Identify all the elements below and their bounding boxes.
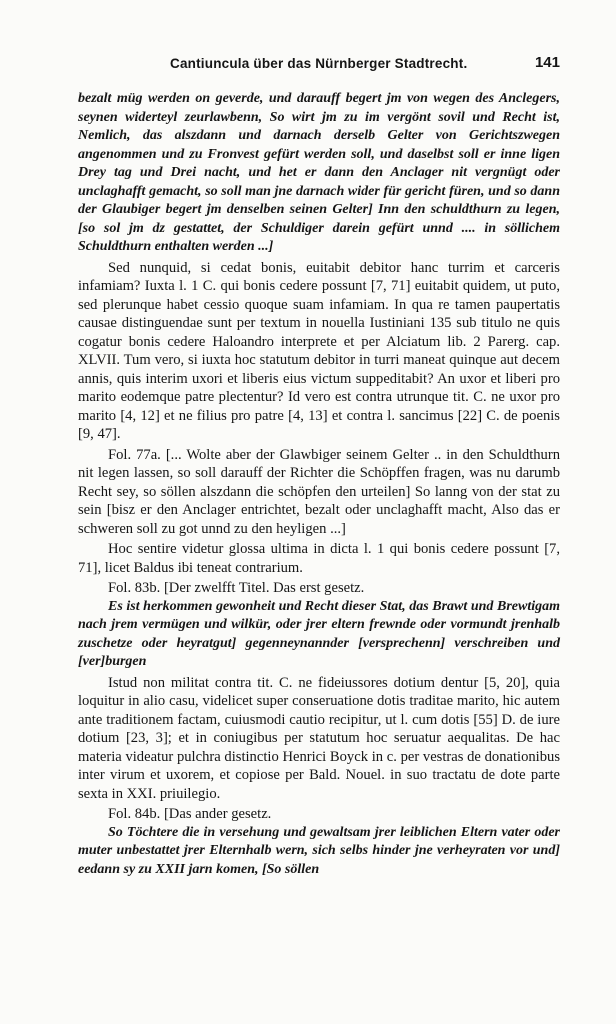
german-quote: So Töchtere die in versehung und gewaltsam jrer leiblichen Eltern vater oder muter unbestattet jrer Elternhalb wern, sich selbs hinder jne verheyraten vor und] eedann sy zu XXII jarn komen, [So söllen xyxy=(78,824,560,877)
german-quote: bezalt müg werden on geverde, und darauff begert jm von wegen des Anclegers, seynen widerteyl zeurlawbenn, So wirt jm zu im vergönt sovil und Recht ist, Nemlich, das alszdann und darnach derselb Gelter von Gerichtszwegen angenommen und zu Fronvest gefürt werden soll, und daselbst soll er inne ligen Drey tag und Drei nacht, und het er dann den Anclager nit vergnügt oder unclaghafft gemacht, so soll man jne darnach wider für gericht füren, und so dann der Glaubiger begert jm denselben seinen Gelter] Inn den schuldthurn zu legen, [so sol jm dz gestattet, der Schuldiger darein gefürt unnd .... in söllichem Schuldthurn enthalten werden ...] xyxy=(78,91,560,254)
folio-citation: Fol. 77a. [... Wolte aber der Glawbiger seinem Gelter .. in den Schuldthurn nit legen lassen, so soll darauff der Richter die Schöpffen fragen, was nu darumb Recht sey, so söllen alszdann die schöpfen den urteilen] So lanng von der stat zu sein [bisz er den Anclager entrichtet, bezalt oder unclaghafft macht, Also das er schweren soll zu got unnd zu den heyligen ...] xyxy=(78,446,560,537)
body-text xyxy=(78,90,560,879)
folio-citation: Fol. 83b. [Der zwelfft Titel. Das erst gesetz. xyxy=(108,580,365,596)
latin-paragraph: Istud non militat contra tit. C. ne fideiussores dotium dentur [5, 20], quia loquitur in alio casu, videlicet super conseruatione dotis traditae marito, hic autem ante traditionem factam, cuiusmodi cautio recipitur, ut l. cum dotis [55] D. de iure dotium [23, 3]; et in coniugibus per statutum hoc seruatur aequalitas. De hac materia videatur pulchra distinctio Henrici Boyck in c. per vestras de donationibus inter virum et uxorem, et copiose per Bald. Nouel. in suo tractatu de dote parte sexta in XXI. priuilegio. xyxy=(78,674,560,802)
latin-paragraph: Hoc sentire videtur glossa ultima in dicta l. 1 qui bonis cedere possunt [7, 71], licet Baldus ibi teneat contrarium. xyxy=(78,541,560,576)
german-quote: Es ist herkommen gewonheit und Recht dieser Stat, das Brawt und Brewtigam nach jrem vermügen und wilkür, oder jrer eltern frewnde oder vormundt jrenhalb zuschetze oder heyratgut] gegenneynannder [versprechenn] verschreiben und [ver]burgen xyxy=(78,598,560,669)
running-title: Cantiuncula über das Nürnberger Stadtrecht. xyxy=(170,56,468,71)
folio-citation: Fol. 84b. [Das ander gesetz. xyxy=(108,806,272,822)
page-header xyxy=(78,56,560,80)
latin-paragraph: Sed nunquid, si cedat bonis, euitabit debitor hanc turrim et carceris infamiam? Iuxta l. 1 C. qui bonis cedere possunt [7, 71] euitabit quidem, ut puto, sed plerunque habet cessio quoque suam infamiam. In qua re tamen paupertatis causae distinguendae sunt per textum in nouella Iustiniani 135 sub titulo ne quis cogatur bonis cedere Haloandro interprete et per Alciatum lib. 2 Parerg. cap. XLVII. Tum vero, si iuxta hoc statutum debitor in turri maneat quinque aut decem annis, quis interim uxori et liberis eius victum suppeditabit? An uxor et liberi pro marito eodemque patre plectentur? Id vero est contra utrunque tit. C. ne uxor pro marito [4, 12] et ne filius pro patre [4, 13] et contra l. sancimus [22] C. de poenis [9, 47]. xyxy=(78,259,560,442)
page-number: 141 xyxy=(534,54,560,71)
